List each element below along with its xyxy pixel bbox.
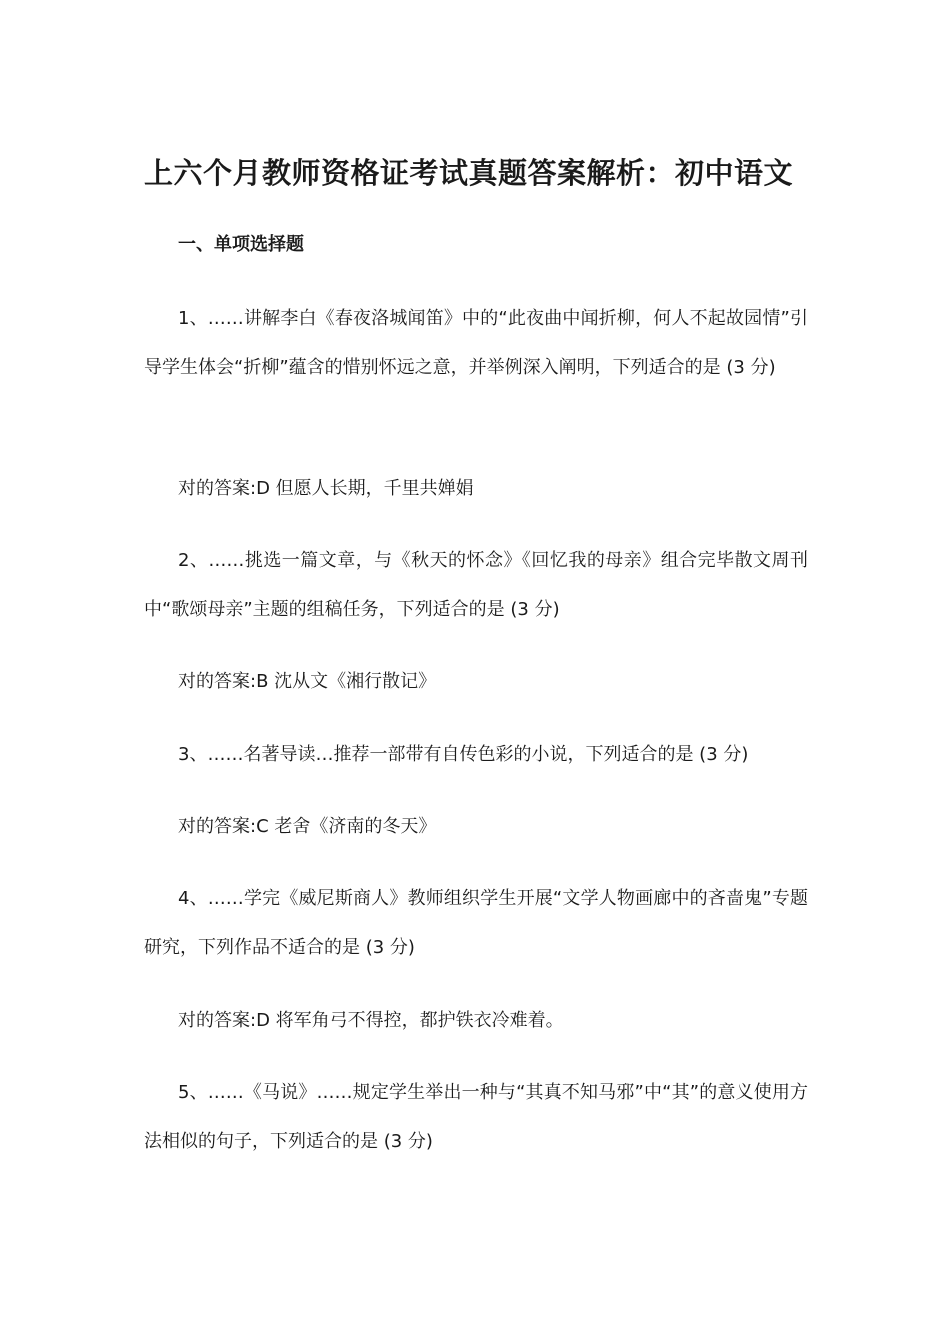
- document-title: 上六个月教师资格证考试真题答案解析：初中语文: [144, 156, 794, 190]
- question-3: 3、……名著导读…推荐一部带有自传色彩的小说，下列适合的是 (3 分): [178, 744, 749, 765]
- question-5: 5、……《马说》……规定学生举出一种与“其真不知马邪”中“其”的意义使用方法相似的句子，下列适合的是 (3 分): [144, 1082, 808, 1152]
- answer-3: 对的答案:C 老舍《济南的冬天》: [178, 816, 437, 837]
- question-1: 1、……讲解李白《春夜洛城闻笛》中的“此夜曲中闻折柳，何人不起故园情”引导学生体会“折柳”蕴含的惜别怀远之意，并举例深入阐明，下列适合的是 (3 分): [144, 308, 808, 378]
- answer-1: 对的答案:D 但愿人长期，千里共婵娟: [178, 478, 474, 499]
- question-2: 2、……挑选一篇文章，与《秋天的怀念》《回忆我的母亲》组合完毕散文周刊中“歌颂母亲”主题的组稿任务，下列适合的是 (3 分): [144, 550, 808, 620]
- answer-4: 对的答案:D 将军角弓不得控，都护铁衣冷难着。: [178, 1010, 564, 1031]
- section-heading: 一、单项选择题: [178, 234, 304, 255]
- answer-2: 对的答案:B 沈从文《湘行散记》: [178, 671, 437, 692]
- question-4: 4、……学完《威尼斯商人》教师组织学生开展“文学人物画廊中的吝啬鬼”专题研究，下列作品不适合的是 (3 分): [144, 888, 808, 958]
